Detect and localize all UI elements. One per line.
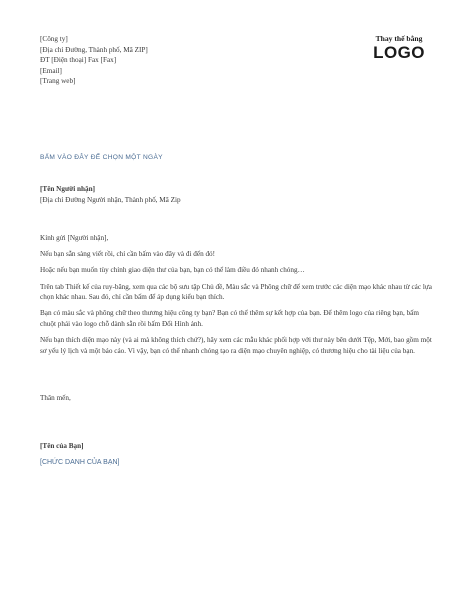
sender-email[interactable]: [Email] bbox=[40, 66, 62, 75]
sender-website[interactable]: [Trang web] bbox=[40, 77, 76, 86]
letter-body[interactable] bbox=[40, 233, 432, 362]
date-picker-placeholder[interactable]: BẤM VÀO ĐÂY ĐỂ CHỌN MỘT NGÀY bbox=[40, 154, 163, 161]
body-paragraph: Hoặc nếu bạn muốn tùy chỉnh giao diện thư của bạn, bạn có thể làm điều đó nhanh chóng… bbox=[40, 266, 305, 275]
body-paragraph: Nếu bạn sẵn sàng viết rồi, chỉ cần bấm vào đây và đi đến đó! bbox=[40, 250, 216, 259]
recipient-address[interactable]: [Địa chỉ Đường Người nhận, Thành phố, Mã Zip bbox=[40, 195, 181, 204]
body-paragraph: Trên tab Thiết kế của ruy-băng, xem qua các bộ sưu tập Chủ đề, Màu sắc và Phông chữ để xem trước các diện mạo khác nhau từ các lựa chọn khác nhau. Sau đó, chỉ cần bấm để áp dụng kiểu bạn thích. bbox=[40, 282, 432, 302]
logo-caption: Thay thế bằng bbox=[375, 34, 423, 43]
logo-placeholder[interactable] bbox=[364, 34, 434, 62]
sender-address[interactable]: [Địa chỉ Đường, Thành phố, Mã ZIP] bbox=[40, 45, 148, 54]
sender-block bbox=[40, 34, 148, 87]
logo-text: LOGO bbox=[373, 43, 425, 62]
sender-phone-fax[interactable]: ĐT [Điện thoại] Fax [Fax] bbox=[40, 56, 117, 65]
body-paragraph: Bạn có màu sắc và phông chữ theo thương hiệu công ty bạn? Bạn có thể thêm sự kết hợp của bạn. Để thêm logo của riêng bạn, bấm chuột phải vào logo chỗ dành sẵn rồi bấm Đổi Hình ảnh. bbox=[40, 309, 419, 328]
body-paragraph: Nếu bạn thích diện mạo này (và ai mà không thích chứ?), hãy xem các mẫu khác phối hợp với thư này bên dưới Tệp, Mới, bao gồm một sơ yếu lý lịch và một báo cáo. Vì vậy, bạn có thể nhanh chóng tạo ra diện mạo chuyên nghiệp, có thương hiệu cho tài liệu của bạn. bbox=[40, 336, 432, 355]
sender-company[interactable]: [Công ty] bbox=[40, 35, 68, 43]
closing[interactable]: Thân mến, bbox=[40, 394, 71, 402]
signature-name[interactable]: [Tên của Bạn] bbox=[40, 442, 84, 450]
recipient-block bbox=[40, 184, 181, 205]
recipient-name[interactable]: [Tên Người nhận] bbox=[40, 185, 96, 193]
signature-title[interactable]: [CHỨC DANH CỦA BẠN] bbox=[40, 459, 120, 466]
salutation: Kính gửi [Người nhận], bbox=[40, 234, 109, 242]
